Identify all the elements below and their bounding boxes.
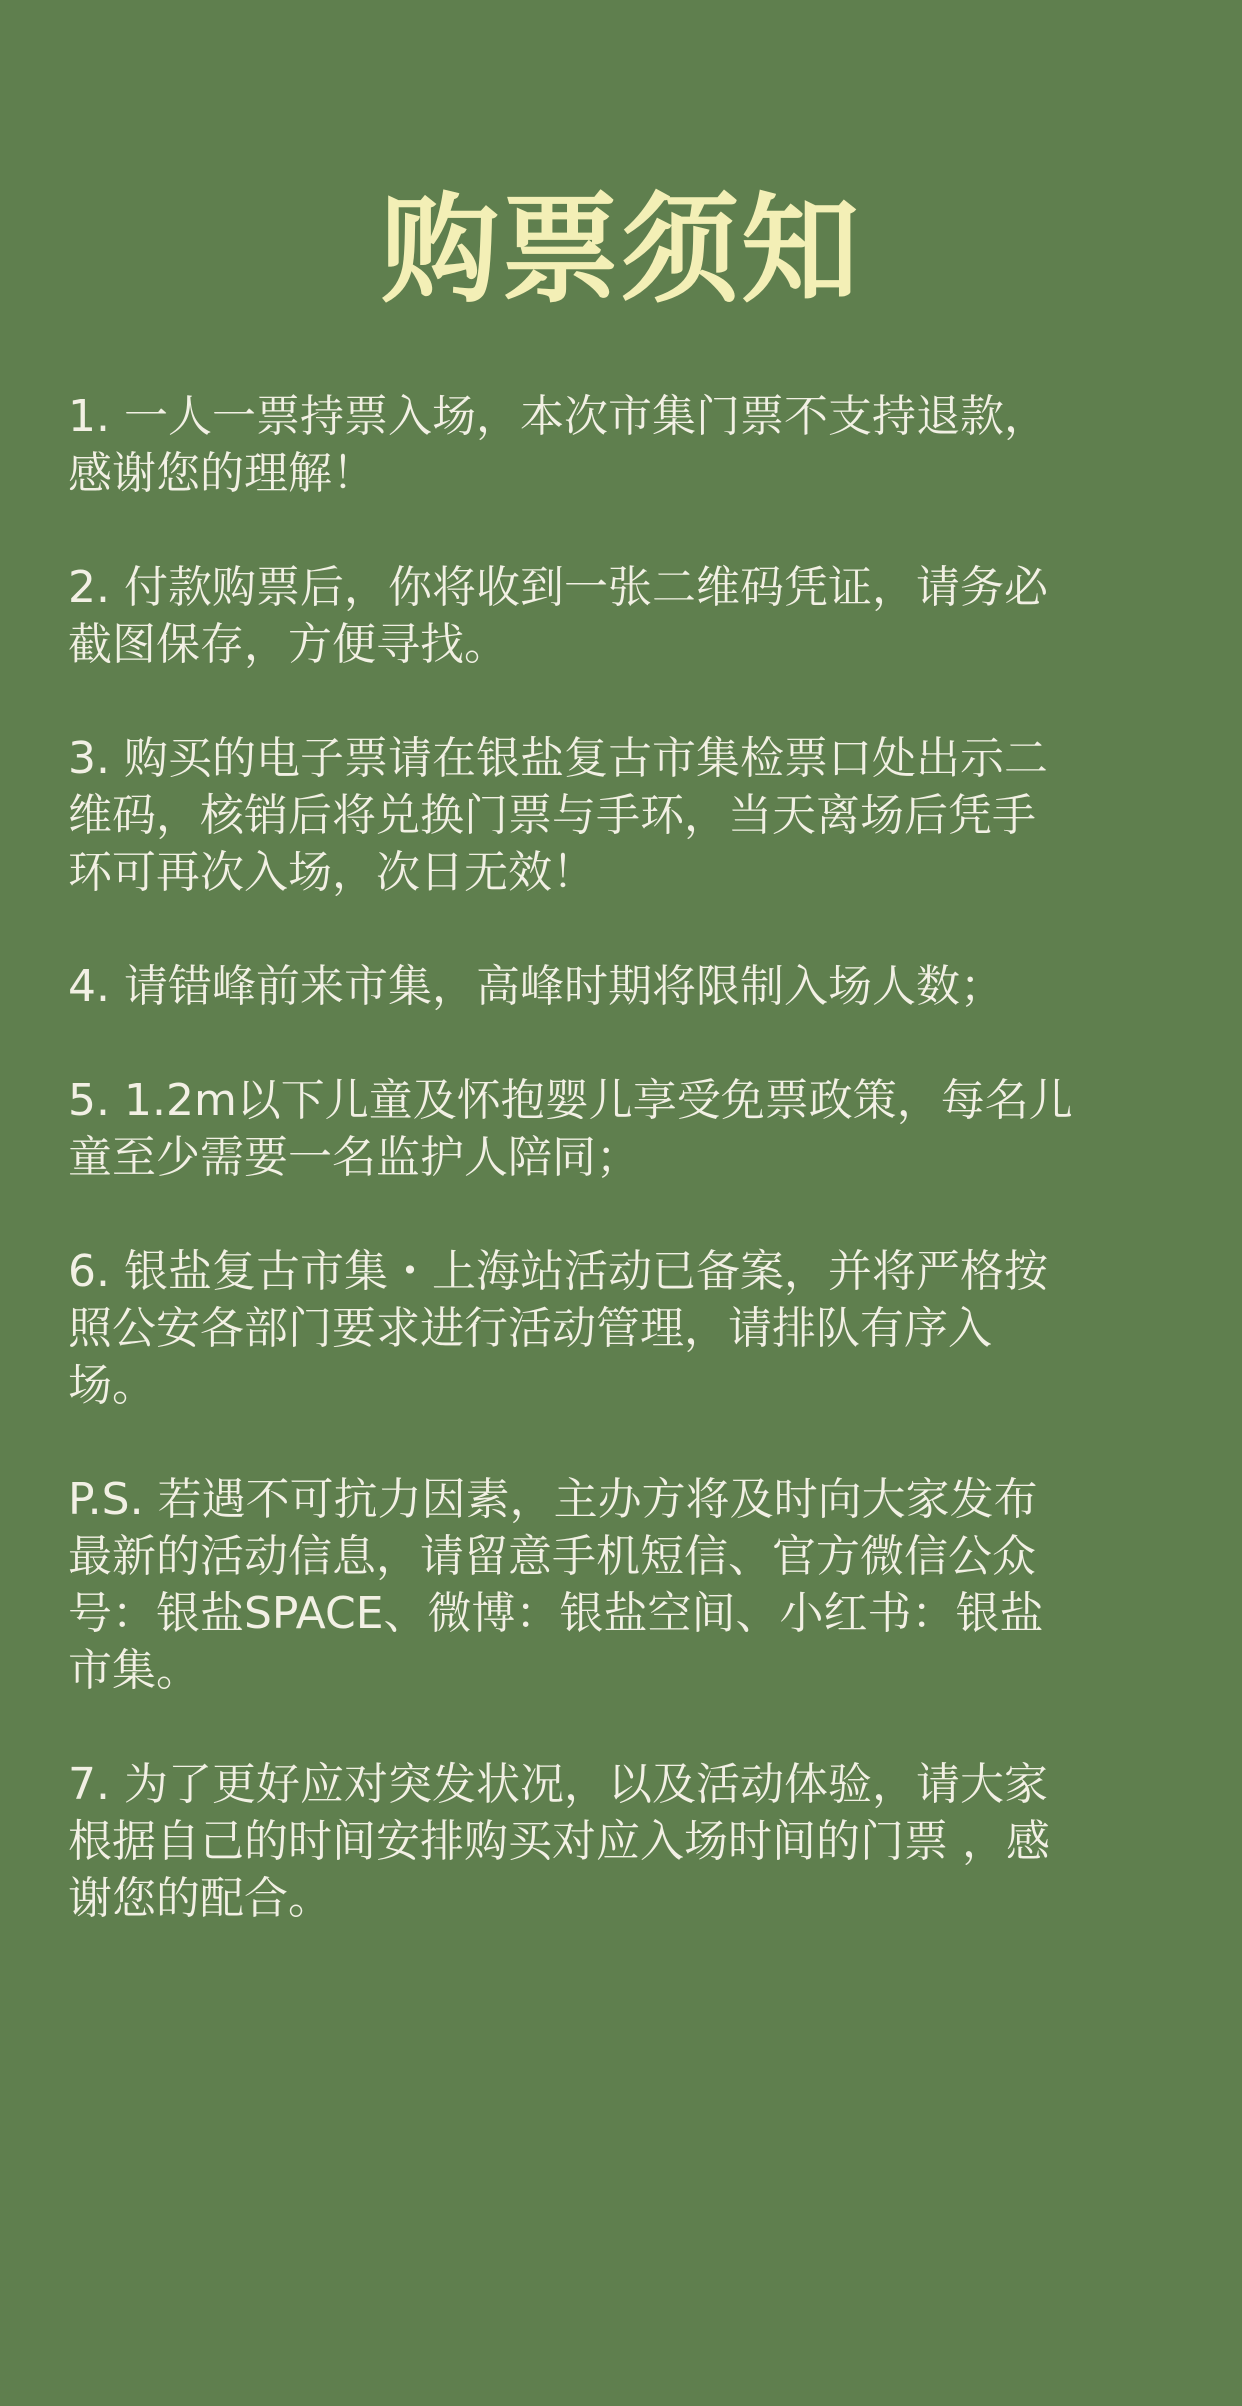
notice-item-ps: P.S. 若遇不可抗力因素，主办方将及时向大家发布 最新的活动信息，请留意手机短信、官方微信公众 号：银盐SPACE、微博：银盐空间、小红书：银盐 市集。: [68, 1474, 1044, 1696]
notice-item-6: 6. 银盐复古市集・上海站活动已备案，并将严格按 照公安各部门要求进行活动管理，请排队有序入 场。: [68, 1246, 1048, 1411]
notice-item-1: 1. 一人一票持票入场，本次市集门票不支持退款， 感谢您的理解！: [68, 391, 1048, 499]
notice-list: [68, 388, 1174, 1927]
page-title: 购票须知: [380, 181, 861, 319]
notice-item-3: 3. 购买的电子票请在银盐复古市集检票口处出示二 维码，核销后将兑换门票与手环，当天离场后凭手 环可再次入场，次日无效！: [68, 733, 1048, 898]
notice-item-7: 7. 为了更好应对突发状况，以及活动体验，请大家 根据自己的时间安排购买对应入场时间的门票 ，感 谢您的配合。: [68, 1759, 1050, 1924]
notice-item-4: 4. 请错峰前来市集，高峰时期将限制入场人数；: [68, 961, 1004, 1012]
notice-item-2: 2. 付款购票后，你将收到一张二维码凭证，请务必 截图保存，方便寻找。: [68, 562, 1048, 670]
notice-item-5: 5. 1.2m以下儿童及怀抱婴儿享受免票政策，每名儿 童至少需要一名监护人陪同；: [68, 1075, 1073, 1183]
